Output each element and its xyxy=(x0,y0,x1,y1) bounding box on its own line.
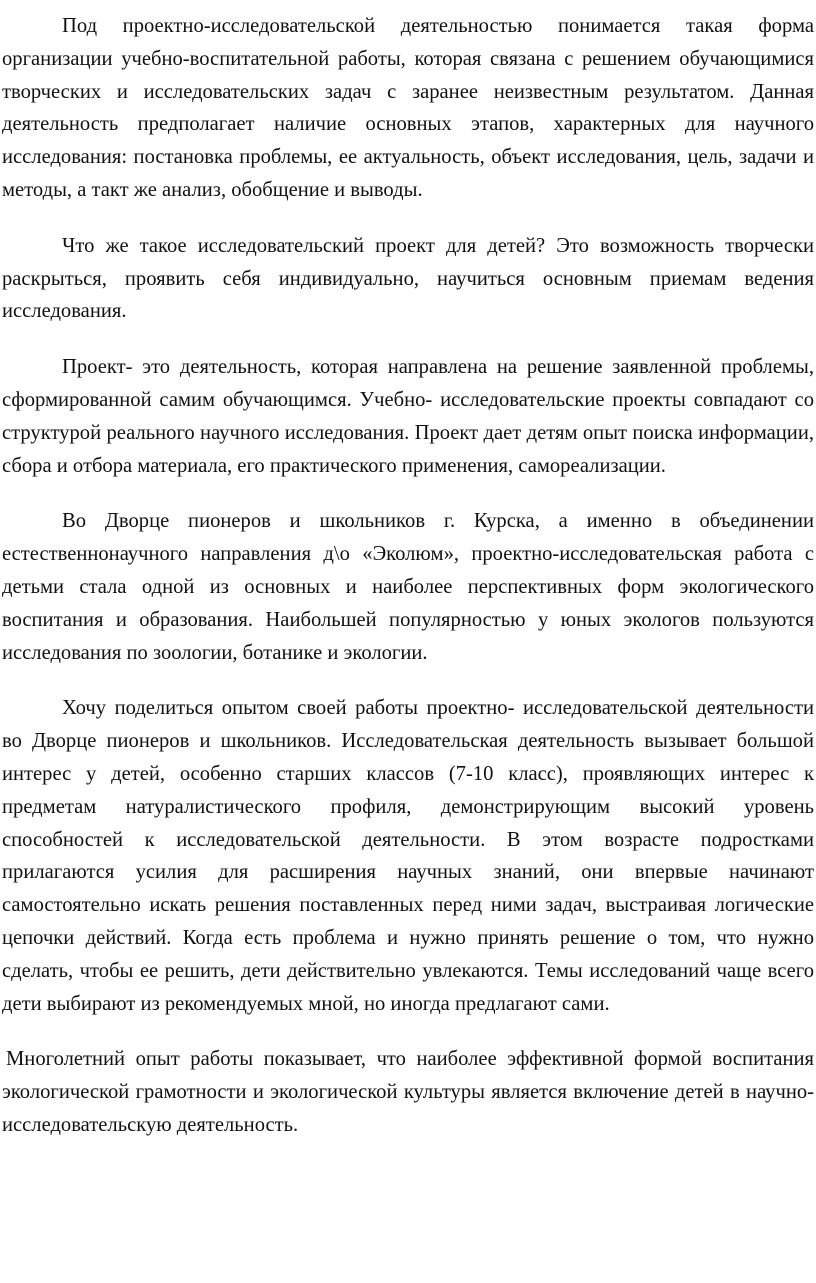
paragraph-experience: Хочу поделиться опытом своей работы проектно- исследовательской деятельности во Дворце пионеров и школьников. Исследовательская деятельность вызывает большой интерес у детей, особенно старших классов (7-10 класс), проявляющих интерес к предметам натуралистического профиля, демонстрирующим высокий уровень способностей к исследовательской деятельности. В этом возрасте подростками прилагаются усилия для расширения научных знаний, они впервые начинают самостоятельно искать решения поставленных перед ними задач, выстраивая логические цепочки действий. Когда есть проблема и нужно принять решение о том, что нужно сделать, чтобы ее решить, дети действительно увлекаются. Темы исследований чаще всего дети выбирают из рекомендуемых мной, но иногда предлагают сами. xyxy=(2,697,814,1015)
paragraph-palace-pioneers: Во Дворце пионеров и школьников г. Курска, а именно в объединении естественнонаучного направления д\о «Эколюм», проектно-исследовательская работа с детьми стала одной из основных и наиболее перспективных форм экологического воспитания и образования. Наибольшей популярностью у юных экологов пользуются исследования по зоологии, ботанике и экологии. xyxy=(2,510,814,664)
paragraph-conclusion: Многолетний опыт работы показывает, что наиболее эффективной формой воспитания экологической грамотности и экологической культуры является включение детей в научно-исследовательскую деятельность. xyxy=(2,1048,814,1136)
paragraph-research-project: Что же такое исследовательский проект для детей? Это возможность творчески раскрыться, проявить себя индивидуально, научиться основным приемам ведения исследования. xyxy=(2,234,814,323)
paragraph-project-activity: Проект- это деятельность, которая направлена на решение заявленной проблемы, сформированной самим обучающимся. Учебно- исследовательские проекты совпадают со структурой реального научного исследования. Проект дает детям опыт поиска информации, сбора и отбора материала, его практического применения, самореализации. xyxy=(2,356,814,477)
paragraph-definition: Под проектно-исследовательской деятельностью понимается такая форма организации учебно-воспитательной работы, которая связана с решением обучающимися творческих и исследовательских задач с заранее неизвестным результатом. Данная деятельность предполагает наличие основных этапов, характерных для научного исследования: постановка проблемы, ее актуальность, объект исследования, цель, задачи и методы, а такт же анализ, обобщение и выводы. xyxy=(2,15,814,201)
